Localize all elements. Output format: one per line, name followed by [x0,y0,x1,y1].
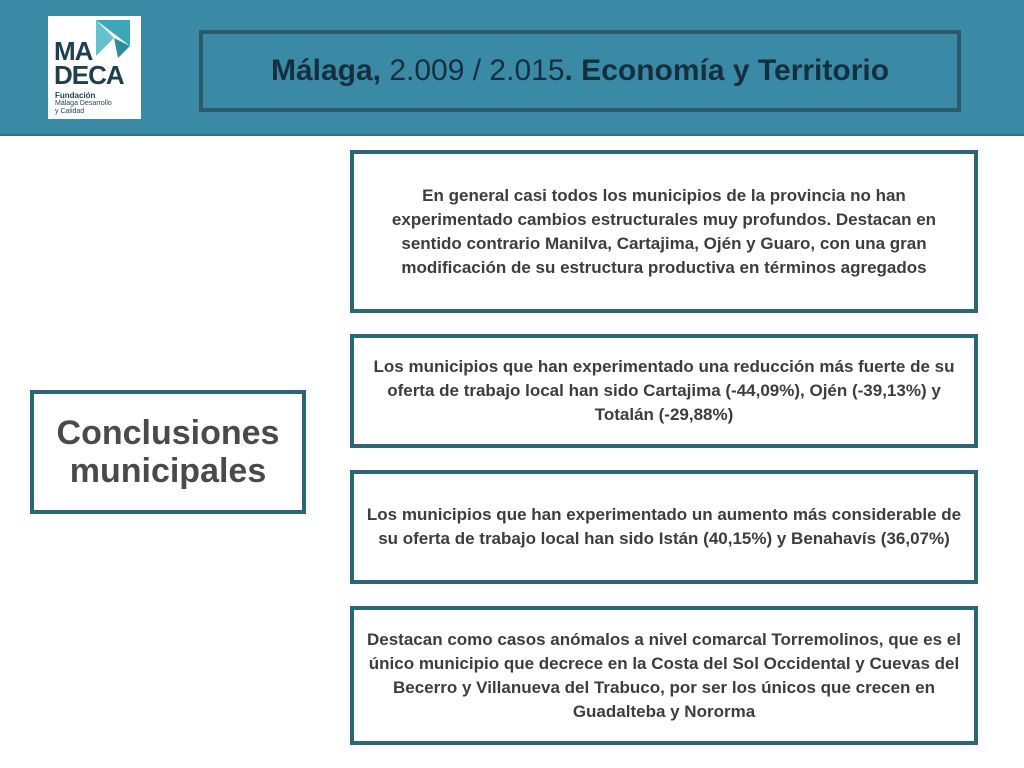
title-place: Málaga, [270,54,382,87]
logo-text-top: MA [54,36,93,66]
section-label: Conclusiones municipales [30,390,306,514]
conclusion-card-4: Destacan como casos anómalos a nivel comarcal Torremolinos, que es el único municipio que decrece en la Costa del Sol Occidental y Cuevas del Becerro y Villanueva del Trabuco, por ser los únicos que crecen en Guadalteba y Nororma [350,606,978,745]
title-years: 2.009 / 2.015 [381,54,565,87]
title-box [199,30,961,112]
conclusion-card-2: Los municipios que han experimentado una reducción más fuerte de su oferta de trabajo local han sido Cartajima (-44,09%), Ojén (-39,13%) y Totalán (-29,88%) [350,334,978,448]
logo-subtitle-2: Málaga Desarrollo [55,100,112,107]
logo-text-bottom: DECA [54,60,124,90]
conclusion-card-1: En general casi todos los municipios de la provincia no han experimentado cambios estructurales muy profundos. Destacan en sentido contrario Manilva, Cartajima, Ojén y Guaro, con una gran modificación de su estructura productiva en términos agregados [350,150,978,313]
madeca-logo [48,16,141,119]
conclusion-card-3: Los municipios que han experimentado un aumento más considerable de su oferta de trabajo local han sido Istán (40,15%) y Benahavís (36,07%) [350,470,978,584]
page-title [271,54,889,88]
header-banner [0,0,1024,136]
logo-subtitle-1: Fundación [55,91,96,100]
title-rest: . Economía y Territorio [564,54,890,87]
logo-subtitle-3: y Calidad [55,108,85,115]
